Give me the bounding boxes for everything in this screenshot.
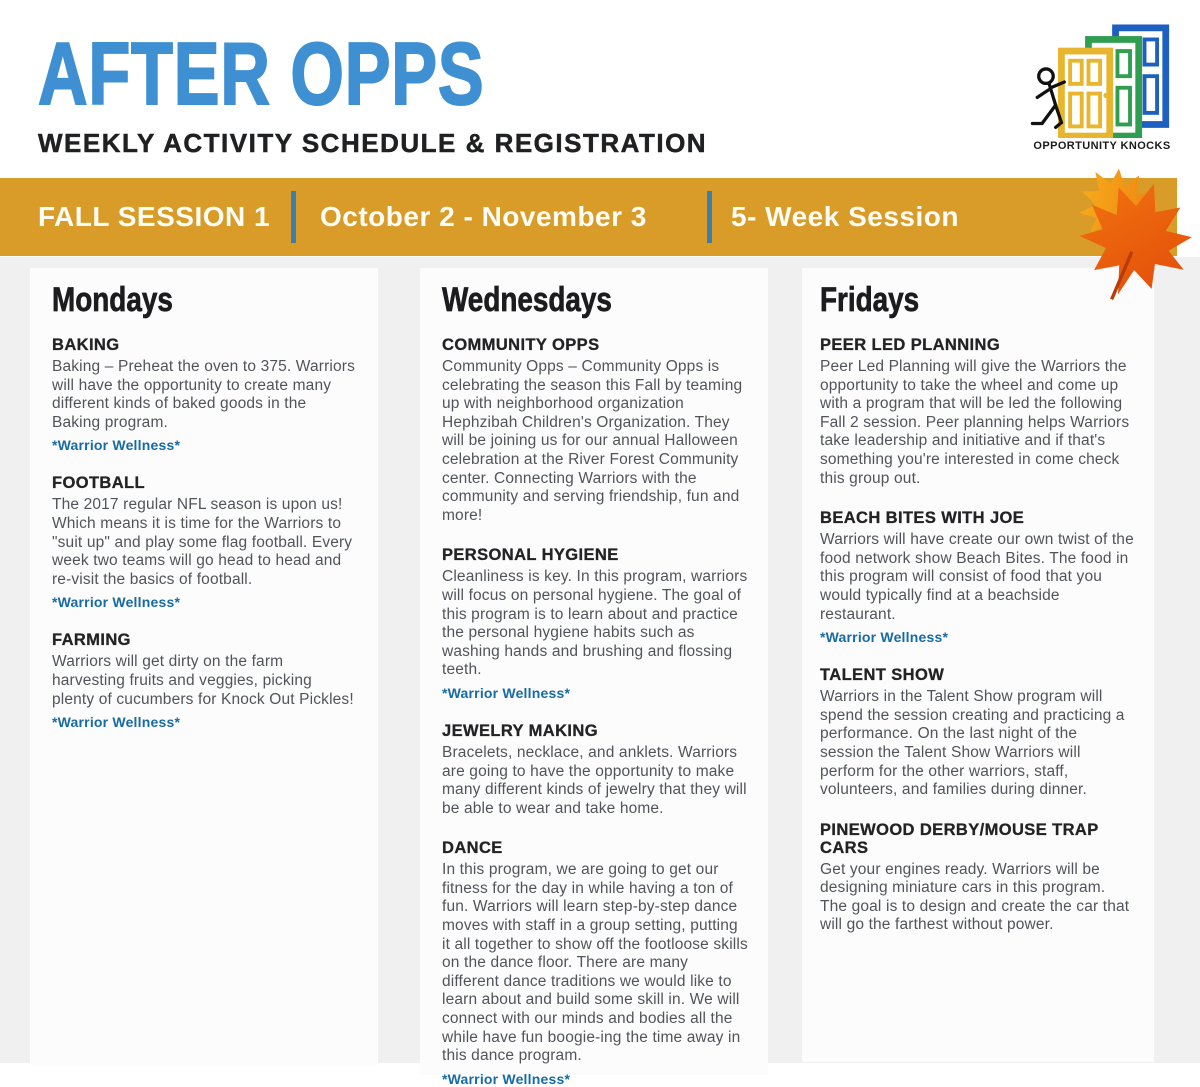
session-banner [0, 178, 1177, 256]
day-column-wednesdays [420, 268, 768, 1087]
activity-title: DANCE [442, 839, 503, 858]
activity-description: Cleanliness is key. In this program, warriors will focus on personal hygiene. The goal of this program is to learn about and practice the personal hygiene habits such as washing hands and brushing and flossing teeth. [442, 568, 748, 679]
warrior-wellness-tag: *Warrior Wellness* [442, 684, 571, 701]
activity-item [820, 509, 1134, 645]
activity-title: BAKING [52, 336, 120, 354]
activity-title: PINEWOOD DERBY/MOUSE TRAP CARS [820, 820, 1099, 857]
activity-item [52, 336, 358, 453]
activity-item [442, 546, 748, 701]
warrior-wellness-tag: *Warrior Wellness* [442, 1070, 571, 1087]
activity-title: JEWELRY MAKING [442, 721, 598, 740]
banner-session-label: FALL SESSION 1 [38, 201, 271, 232]
warrior-wellness-tag: *Warrior Wellness* [52, 594, 181, 611]
activity-title: BEACH BITES WITH JOE [820, 509, 1025, 528]
opportunity-knocks-logo [1028, 24, 1176, 152]
activity-item [442, 722, 748, 818]
maple-leaves-decoration [1040, 153, 1200, 305]
day-heading-wednesdays: Wednesdays [442, 281, 612, 319]
banner-length-label: 5- Week Session [731, 201, 959, 232]
activity-item [820, 336, 1134, 488]
activity-item [442, 839, 748, 1087]
logo-caption: OPPORTUNITY KNOCKS [1033, 140, 1171, 152]
page-title: AFTER OPPS [38, 24, 485, 123]
activity-item [52, 474, 358, 610]
activity-item [52, 631, 358, 730]
activity-description: Warriors in the Talent Show program will spend the session creating and practicing a performance. On the last night of the session the Talent Show Warriors will perform for the other warriors, staff, volunteers, and families during dinner. [820, 688, 1125, 799]
activity-title: PEER LED PLANNING [820, 336, 1001, 354]
banner-dates-label: October 2 - November 3 [320, 201, 647, 232]
activity-description: The 2017 regular NFL season is upon us! Which means it is time for the Warriors to "suit up" and play some flag football. Every week two teams will go head to head and re-visit the basics of football. [52, 496, 353, 588]
activity-title: TALENT SHOW [820, 666, 945, 685]
activity-title: FARMING [52, 631, 131, 650]
warrior-wellness-tag: *Warrior Wellness* [52, 714, 181, 731]
banner-divider [707, 191, 712, 243]
activity-description: In this program, we are going to get our fitness for the day in while having a ton of fun. Warriors will learn step-by-step dance moves with staff in a group setting, putting it all together to show off the footloose skills on the dance floor. There are many different dance traditions we would like to learn about and build some skill in. We will connect with our minds and bodies all the while have fun boogie-ing the time away in this dance program. [442, 861, 748, 1065]
activity-description: Baking – Preheat the oven to 375. Warriors will have the opportunity to create many different kinds of baked goods in the Baking program. [52, 358, 355, 431]
day-column-mondays [30, 268, 378, 1066]
day-column-fridays [802, 268, 1154, 1062]
activity-description: Peer Led Planning will give the Warriors the opportunity to take the wheel and come up with a program that will be led the following Fall 2 session. Peer planning helps Warriors take leadership and initiative and if that's something you're interested in come check this group out. [820, 358, 1130, 487]
activity-description: Community Opps – Community Opps is celebrating the season this Fall by teaming up with neighborhood organization Hephzibah Children's Organization. They will be joining us for our annual Halloween celebration at the River Forest Community center. Connecting Warriors with the community and serving friendship, fun and more! [442, 358, 743, 524]
doors-logo-icon [1028, 24, 1176, 138]
activity-description: Get your engines ready. Warriors will be designing miniature cars in this program. The goal is to design and create the car that will go the farthest without power. [820, 860, 1130, 934]
activity-description: Warriors will have create our own twist of the food network show Beach Bites. The food in this program will consist of food that you would typically find at a beachside restaurant. [820, 531, 1134, 623]
day-heading-fridays: Fridays [820, 281, 920, 319]
day-heading-mondays: Mondays [52, 281, 173, 319]
activity-item [442, 336, 748, 525]
activity-item [820, 821, 1134, 935]
activity-title: FOOTBALL [52, 474, 146, 493]
page-subtitle: WEEKLY ACTIVITY SCHEDULE & REGISTRATION [38, 128, 708, 158]
banner-divider [291, 191, 296, 243]
warrior-wellness-tag: *Warrior Wellness* [52, 437, 181, 454]
activity-title: PERSONAL HYGIENE [442, 546, 619, 565]
activity-item [820, 666, 1134, 800]
activity-title: COMMUNITY OPPS [442, 336, 600, 354]
warrior-wellness-tag: *Warrior Wellness* [820, 629, 949, 646]
activity-description: Warriors will get dirty on the farm harvesting fruits and veggies, picking plenty of cucumbers for Knock Out Pickles! [52, 653, 354, 708]
activity-description: Bracelets, necklace, and anklets. Warriors are going to have the opportunity to make many different kinds of jewelry that they will be able to wear and take home. [442, 743, 747, 817]
